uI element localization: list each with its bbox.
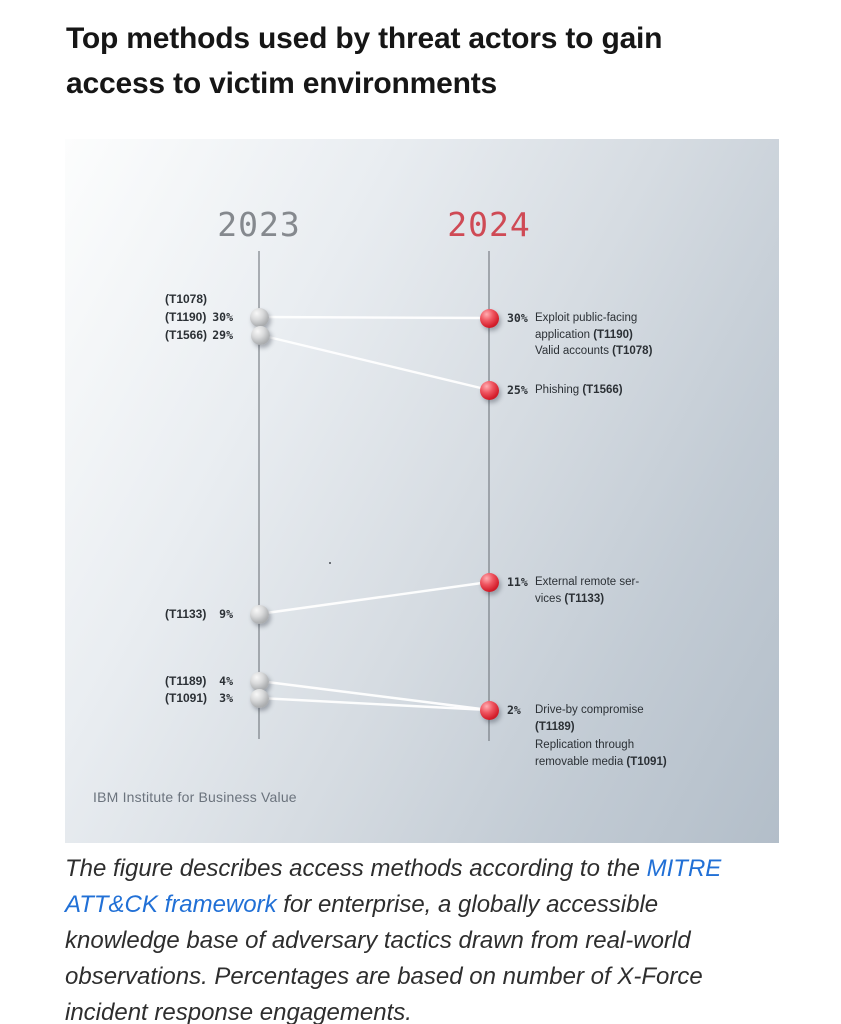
technique-desc: Valid accounts (T1078) — [535, 345, 653, 357]
ball-2024-2pct — [480, 701, 499, 720]
technique-pct: 30% — [212, 310, 233, 324]
left-label-t1566 — [165, 327, 233, 343]
ball-2023-9pct — [250, 605, 269, 624]
left-label-t1078 — [165, 291, 233, 307]
technique-desc: Drive-by compromise (T1189) — [535, 704, 644, 733]
technique-id: (T1091) — [165, 691, 208, 705]
left-label-t1133 — [165, 606, 233, 622]
page-title-line2: access to victim environments — [66, 67, 498, 100]
technique-id: (T1566) — [165, 328, 208, 342]
technique-id: (T1190) — [165, 310, 207, 324]
ball-2023-29pct — [251, 326, 270, 345]
technique-id: (T1078) — [165, 292, 208, 306]
slope-chart — [65, 139, 779, 843]
chart-lines — [65, 139, 779, 843]
technique-pct: 3% — [219, 691, 233, 705]
left-label-t1189 — [165, 673, 233, 689]
dust-speck — [329, 562, 331, 564]
caption-text-post: for enterprise, a globally accessible knowledge base of adversary tactics drawn from real-world observations. Percentages are based on number of X-Force incident response engagements. — [65, 891, 703, 1024]
left-label-t1091 — [165, 690, 233, 706]
figure-caption — [65, 851, 771, 1024]
technique-pct: 4% — [219, 674, 233, 688]
mitre-attck-link[interactable]: MITRE ATT&CK framework — [65, 855, 722, 918]
page-title-line1: Top methods used by threat actors to gain — [66, 22, 663, 55]
technique-desc: Exploit public-facing application (T1190) — [535, 312, 638, 341]
caption-text-pre: The figure describes access methods according to the — [65, 855, 647, 882]
ball-2024-30pct — [480, 309, 499, 328]
year-label-2024: 2024 — [447, 205, 531, 244]
ball-2023-3pct — [250, 689, 269, 708]
technique-pct: 9% — [219, 607, 233, 621]
technique-desc: External remote ser- vices (T1133) — [535, 576, 640, 605]
value-pct: 25% — [507, 383, 528, 397]
ball-2024-11pct — [480, 573, 499, 592]
value-pct: 11% — [507, 575, 528, 589]
page-title — [66, 16, 796, 106]
technique-desc: Replication through removable media (T1091) — [535, 739, 667, 768]
left-label-t1190 — [165, 309, 233, 325]
year-label-2023: 2023 — [217, 205, 301, 244]
value-pct: 30% — [507, 311, 528, 325]
technique-id: (T1189) — [165, 674, 207, 688]
technique-pct: 29% — [212, 328, 233, 342]
ball-2023-30pct — [250, 308, 269, 327]
ball-2024-25pct — [480, 381, 499, 400]
technique-id: (T1133) — [165, 607, 207, 621]
value-pct: 2% — [507, 703, 521, 717]
technique-desc: Phishing (T1566) — [535, 384, 623, 396]
chart-source: IBM Institute for Business Value — [93, 789, 297, 805]
